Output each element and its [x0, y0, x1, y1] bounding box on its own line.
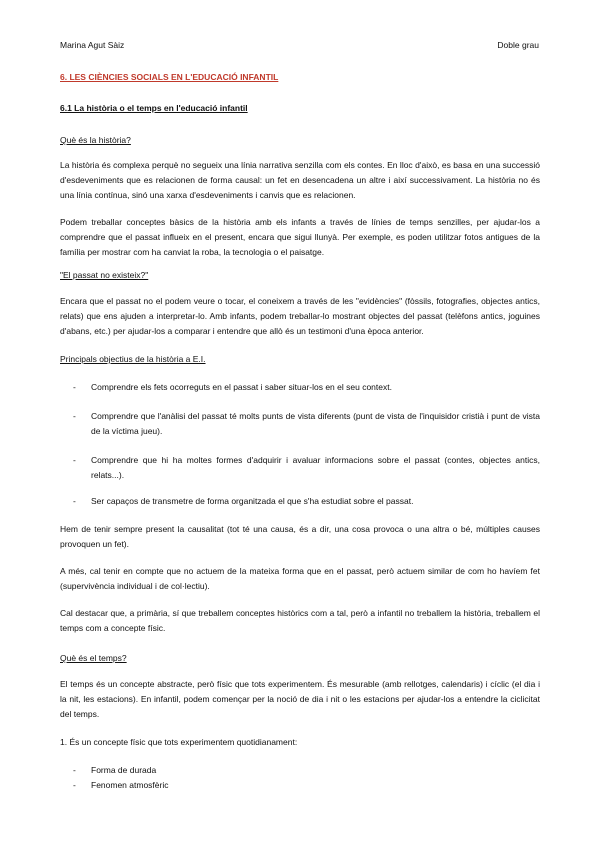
header-degree: Doble grau	[497, 40, 539, 50]
objectiu-text: Comprendre els fets ocorreguts en el passat i saber situar-los en el seu context.	[91, 382, 392, 392]
concepte-text: Forma de durada	[91, 765, 157, 775]
heading-que-es-temps: Què és el temps?	[60, 653, 127, 663]
objectiu-text: Ser capaços de transmetre de forma organitzada el que s'ha estudiat sobre el passat.	[91, 496, 414, 506]
concepte-item	[73, 763, 540, 778]
bullet-dash: -	[73, 765, 76, 775]
section-title: 6. LES CIÈNCIES SOCIALS EN L'EDUCACIÓ INFANTIL	[60, 72, 279, 82]
objectiu-text: Comprendre que l'anàlisi del passat té molts punts de vista diferents (punt de vista de l'inquisidor cristià i punt de vista de la víctima jueu).	[91, 411, 540, 436]
objectiu-item	[73, 409, 540, 439]
paragraph-7: El temps és un concepte abstracte, però físic que tots experimentem. És mesurable (amb rellotges, calendaris) i cíclic (el dia i la nit, les estacions). En infantil, podem començar per la noció de dia i nit o les estacions per ajudar-los a entendre la ciclicitat del temps.	[60, 679, 540, 719]
objectiu-item	[73, 453, 540, 483]
concepte-item	[73, 778, 540, 793]
paragraph-6: Cal destacar que, a primària, sí que treballem conceptes històrics com a tal, però a infantil no treballem la història, treballem el temps com a concepte físic.	[60, 608, 540, 633]
paragraph-2: Podem treballar conceptes bàsics de la història amb els infants a través de línies de temps senzilles, per ajudar-los a comprendre que el passat influeix en el present, encara que sigui llunyà. Per exemple, es poden utilitzar fotos antigues de la família per mostrar com ha canviat la roba, la tecnologia o el paisatge.	[60, 217, 540, 257]
paragraph-1: La història és complexa perquè no segueix una línia narrativa senzilla com els contes. En lloc d'això, es basa en una successió d'esdeveniments que es relacionen de forma causal: un fet en desencadena un altre i així successivament. La història no és una línia contínua, sinó una xarxa d'esdeveniments i canvis que es relacionen.	[60, 160, 540, 200]
paragraph-5: A més, cal tenir en compte que no actuem de la mateixa forma que en el passat, però actuem similar de com ho havíem fet (supervivència individual i de col·lectiu).	[60, 566, 540, 591]
header-author: Marina Agut Sàiz	[60, 40, 125, 50]
paragraph-4: Hem de tenir sempre present la causalitat (tot té una causa, és a dir, una cosa provoca o una altra o bé, múltiples causes provoquen un fet).	[60, 524, 540, 549]
bullet-dash: -	[73, 496, 76, 506]
subsection-title: 6.1 La història o el temps en l'educació infantil	[60, 103, 248, 113]
heading-concepte-fisic: 1. És un concepte físic que tots experimentem quotidianament:	[60, 737, 298, 747]
objectiu-text: Comprendre que hi ha moltes formes d'adquirir i avaluar informacions sobre el passat (contes, objectes antics, relats...).	[91, 455, 540, 480]
heading-passat: "El passat no existeix?"	[60, 270, 149, 280]
bullet-dash: -	[73, 411, 76, 421]
objectiu-item	[73, 494, 540, 509]
bullet-dash: -	[73, 455, 76, 465]
concepte-text: Fenomen atmosfèric	[91, 780, 169, 790]
bullet-dash: -	[73, 382, 76, 392]
heading-objectius: Principals objectius de la història a E.I.	[60, 354, 206, 364]
objectiu-item	[73, 380, 540, 395]
heading-que-es-historia: Què és la història?	[60, 135, 131, 145]
bullet-dash: -	[73, 780, 76, 790]
paragraph-3: Encara que el passat no el podem veure o tocar, el coneixem a través de les "evidències" (fòssils, fotografies, objectes antics, relats) que ens ajuden a interpretar-lo. Amb infants, podem treballar-lo mostrant objectes del passat (telèfons antics, joguines d'abans, etc.) per ajudar-los a comparar i entendre que allò és un testimoni d'una època anterior.	[60, 296, 540, 336]
